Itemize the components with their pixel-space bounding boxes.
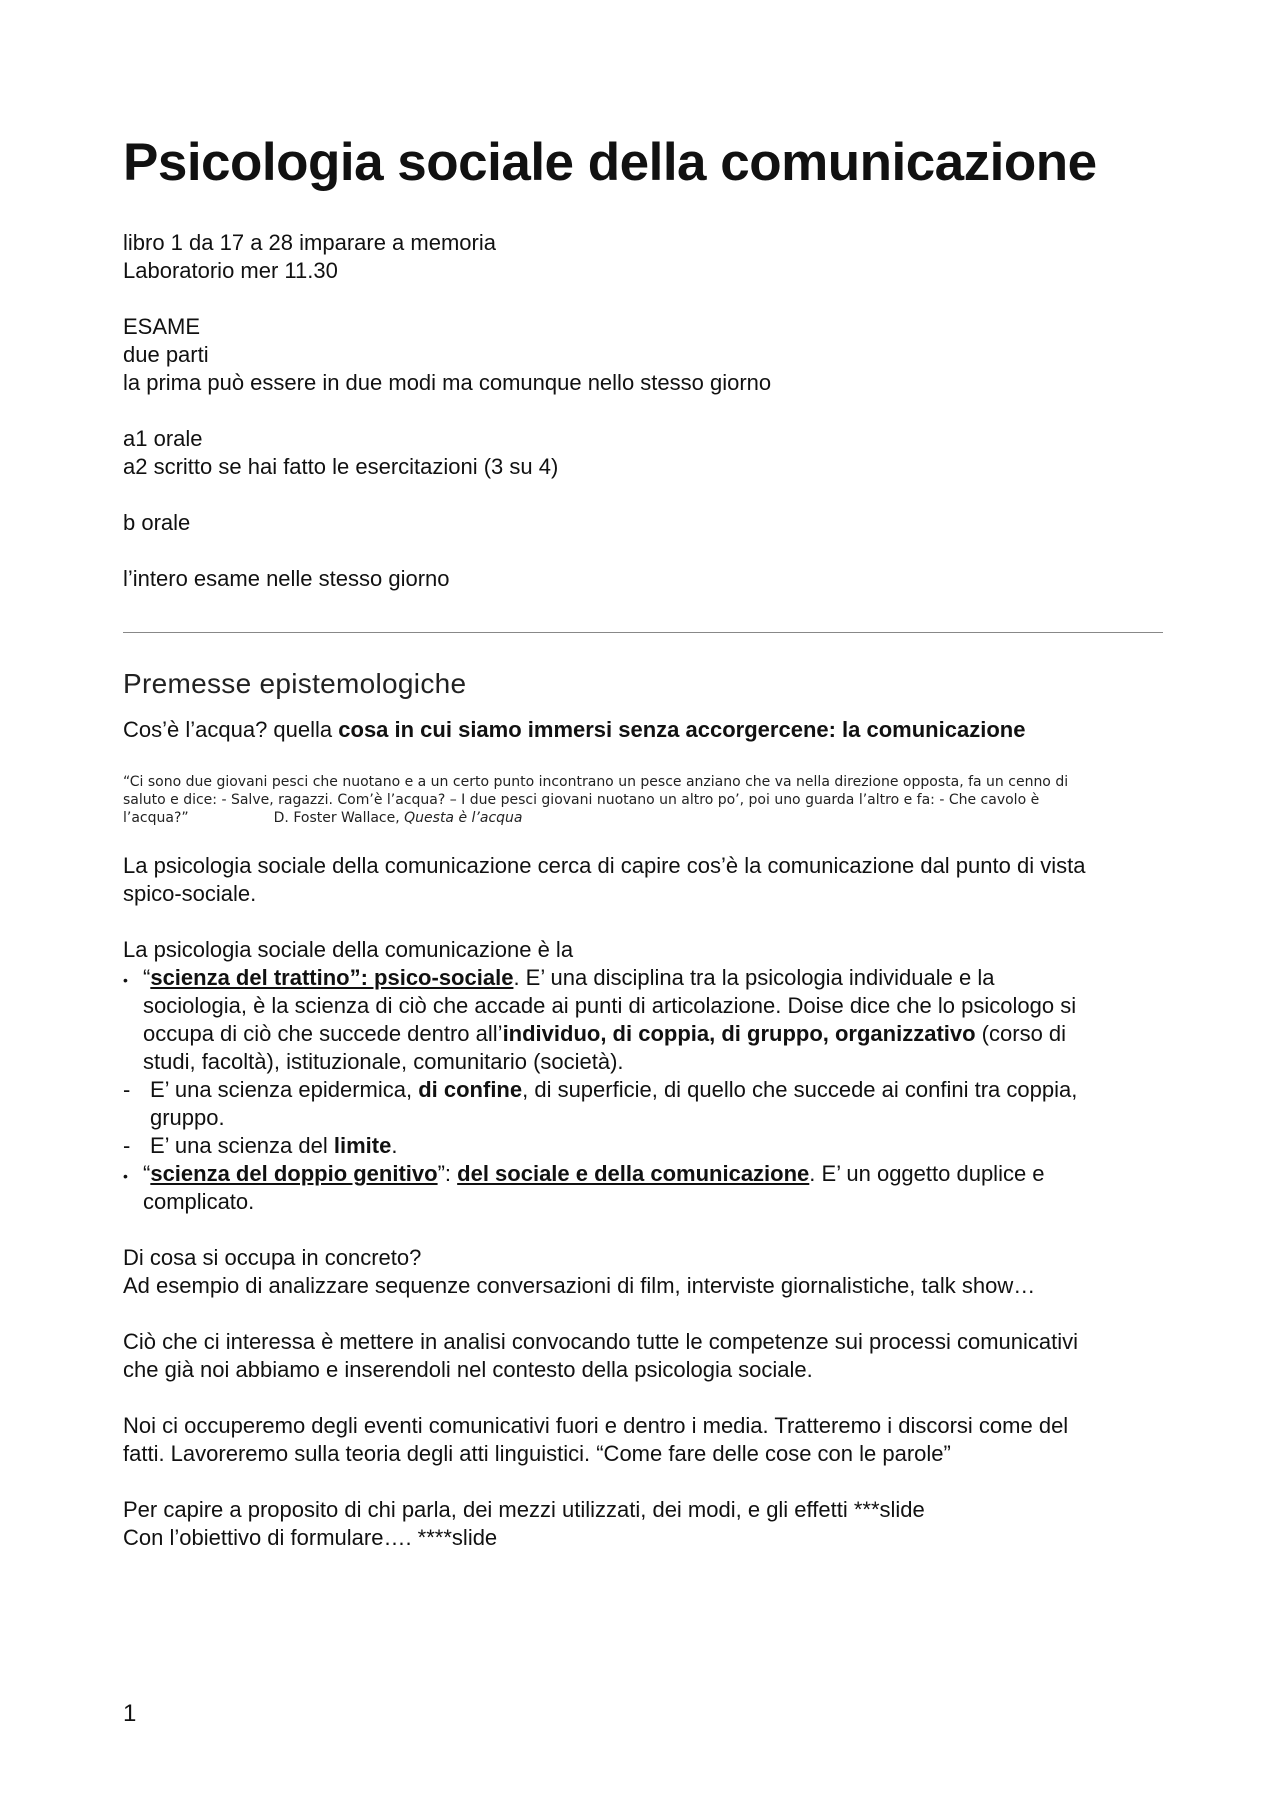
quote-line-last [123,809,1173,827]
definition-lead: La psicologia sociale della comunicazione è la [123,937,574,962]
list-item-line [150,1132,1168,1160]
list-item [123,1076,1168,1132]
exam-line: due parti [123,342,209,367]
list-item-line-text: E’ una scienza del [150,1133,334,1158]
bold-term: di confine [418,1077,523,1102]
list-item-line: studi, facoltà), istituzionale, comunitario (società). [143,1049,624,1074]
list-item [123,964,1168,1076]
exam-line: b orale [123,510,191,535]
open-quote: “ [143,1161,151,1186]
dash-marker: - [123,1133,131,1158]
list-item-line [150,1076,1168,1104]
note-line: libro 1 da 17 a 28 imparare a memoria [123,230,496,255]
list-item-line [143,964,1168,992]
list-item-text [143,964,1168,1076]
quote-book-title: Questa è l’acqua [404,810,523,826]
concrete-paragraph [123,1244,1168,1300]
interest-paragraph [123,1328,1168,1384]
list-item [123,1160,1168,1216]
list-item-text [150,1076,1168,1132]
list-item-line-text: ”: [437,1161,458,1186]
note-line: Laboratorio mer 11.30 [123,258,338,283]
paragraph-line: che già noi abbiamo e inserendoli nel contesto della psicologia sociale. [123,1357,813,1382]
events-paragraph [123,1412,1168,1468]
paragraph-line: Con l’obiettivo di formulare…. ****slide [123,1525,498,1550]
list-item-line-text: . E’ un oggetto duplice e [809,1161,1045,1186]
list-item-line: sociologia, è la scienza di ciò che accade ai punti di articolazione. Doise dice che lo psicologo si [143,993,1077,1018]
section-heading: Premesse epistemologiche [123,668,467,700]
underlined-term: scienza del doppio genitivo [150,1161,438,1186]
underlined-term: scienza del trattino”: psico-sociale [150,965,514,990]
bold-term: limite [333,1133,392,1158]
purpose-paragraph [123,1496,1168,1552]
bold-term: individuo, di coppia, di gruppo, organizzativo [502,1021,976,1046]
exam-line: a1 orale [123,426,203,451]
list-item-line-text: . E’ una disciplina tra la psicologia individuale e la [513,965,995,990]
bullet-marker: • [123,972,128,988]
paragraph-line: Noi ci occuperemo degli eventi comunicativi fuori e dentro i media. Tratteremo i discorsi come del [123,1413,1069,1438]
bullet-marker: • [123,1168,128,1184]
paragraph-line: Per capire a proposito di chi parla, dei mezzi utilizzati, dei modi, e gli effetti ***slide [123,1497,925,1522]
list-item-line: gruppo. [150,1105,225,1130]
page-number: 1 [123,1700,137,1727]
water-question-text: Cos’è l’acqua? quella [123,717,339,742]
dash-marker: - [123,1077,131,1102]
list-item-text [150,1132,1168,1160]
water-question-bold: cosa in cui siamo immersi senza accorgercene: la comunicazione [338,717,1026,742]
water-question [123,716,1025,744]
document-title: Psicologia sociale della comunicazione [123,133,1097,192]
paragraph-line: spico-sociale. [123,881,257,906]
exam-line: a2 scritto se hai fatto le esercitazioni (3 su 4) [123,454,559,479]
intro-paragraph [123,852,1168,908]
quote-line: “Ci sono due giovani pesci che nuotano e a un certo punto incontrano un pesce anziano che va nella direzione opposta, fa un cenno di [123,774,1069,790]
quote-block [123,773,1173,827]
list-item-line: complicato. [143,1189,255,1214]
open-quote: “ [143,965,151,990]
list-item-line [143,1020,1168,1048]
list-item-line-text: , di superficie, di quello che succede ai confini tra coppia, [522,1077,1078,1102]
exam-heading: ESAME [123,314,201,339]
quote-author: D. Foster Wallace, [273,810,405,826]
list-item-line-text: . [391,1133,398,1158]
exam-line: l’intero esame nelle stesso giorno [123,566,450,591]
paragraph-line: La psicologia sociale della comunicazione cerca di capire cos’è la comunicazione dal punto di vista [123,853,1086,878]
paragraph-line: Ciò che ci interessa è mettere in analisi convocando tutte le competenze sui processi comunicativi [123,1329,1079,1354]
horizontal-divider [123,632,1163,633]
exam-line: la prima può essere in due modi ma comunque nello stesso giorno [123,370,772,395]
list-item-line-text: E’ una scienza epidermica, [150,1077,419,1102]
quote-line: l’acqua?” [123,810,189,826]
list-item-text [143,1160,1168,1216]
paragraph-line: Di cosa si occupa in concreto? [123,1245,422,1270]
underlined-term: del sociale e della comunicazione [457,1161,810,1186]
quote-line: saluto e dice: - Salve, ragazzi. Com’è l’acqua? – I due pesci giovani nuotano un altro po’, poi uno guarda l’altro e fa: - Che cavolo è [123,792,1040,808]
list-item [123,1132,1168,1160]
paragraph-line: fatti. Lavoreremo sulla teoria degli atti linguistici. “Come fare delle cose con le parole” [123,1441,951,1466]
list-item-line-text: (corso di [975,1021,1067,1046]
list-item-line-text: occupa di ciò che succede dentro all’ [143,1021,503,1046]
list-item-line [143,1160,1168,1188]
paragraph-line: Ad esempio di analizzare sequenze conversazioni di film, interviste giornalistiche, talk show… [123,1273,1036,1298]
